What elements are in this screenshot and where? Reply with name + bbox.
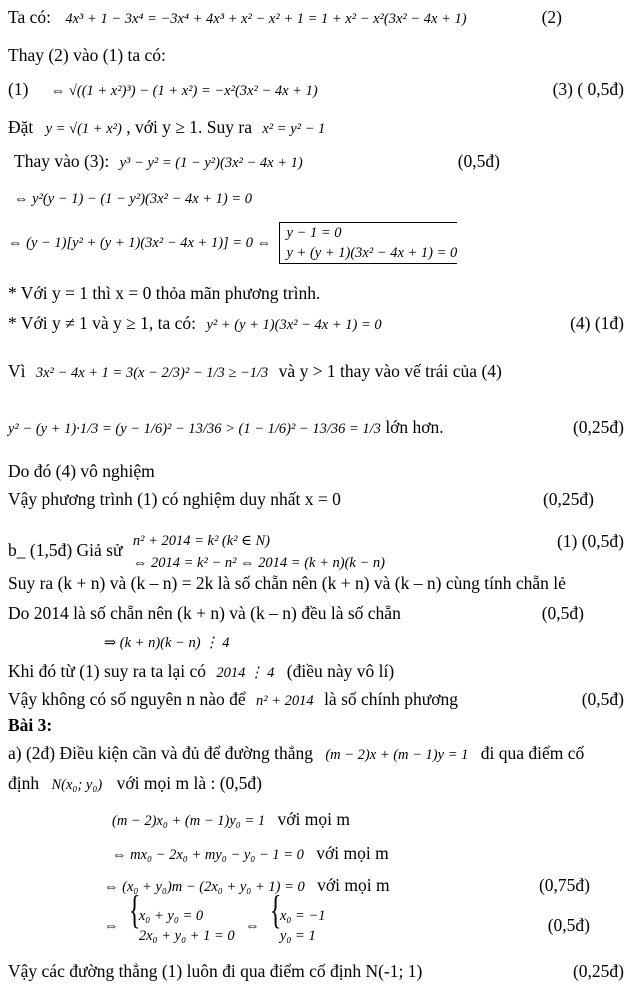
system-row: y − 1 = 0 bbox=[286, 225, 342, 241]
line-case-y-ne-1 bbox=[8, 312, 382, 336]
equation: ⇔ mx₀ − 2x₀ + my₀ − y₀ − 1 = 0 bbox=[112, 847, 304, 863]
score: (1) (0,5đ) bbox=[556, 531, 624, 551]
system-row: { x₀ + y₀ = 0 bbox=[138, 908, 204, 924]
score: (0,5đ) bbox=[457, 151, 500, 171]
equation: ⇔ bbox=[245, 918, 260, 935]
line-condition-2 bbox=[112, 842, 389, 866]
text: Vậy phương trình (1) có nghiệm duy nhất x = 0 bbox=[8, 489, 341, 509]
score: (0,5đ) bbox=[547, 915, 590, 935]
equation: 3x² − 4x + 1 = 3(x − 2/3)² − 1/3 ≥ −1/3 bbox=[35, 365, 269, 381]
line-condition-3 bbox=[104, 874, 390, 898]
equation: ⇔ √((1 + x²)³) − (1 + x²) = −x²(3x² − 4x + 1) bbox=[50, 83, 318, 99]
line-dinh-N bbox=[8, 772, 262, 796]
line-vi bbox=[8, 360, 502, 384]
text: đi qua điểm cố bbox=[480, 743, 585, 763]
score: (0,75đ) bbox=[538, 875, 590, 895]
line-part-b bbox=[8, 530, 385, 574]
score: (0,25đ) bbox=[572, 417, 624, 437]
equation: y³ − y² = (1 − y²)(3x² − 4x + 1) bbox=[119, 155, 303, 171]
text: * Với y ≠ 1 và y ≥ 1, ta có: bbox=[8, 313, 197, 333]
equation: y² − (y + 1)·1/3 = (y − 1/6)² − 13/36 > (1 − 1/6)² − 13/36 = 1/3 bbox=[8, 421, 381, 437]
score: (0,25đ) bbox=[542, 489, 594, 509]
text: Đặt bbox=[8, 117, 34, 137]
text: * Với y = 1 thì x = 0 thỏa mãn phương trình. bbox=[8, 283, 321, 303]
line-inequality bbox=[8, 416, 444, 440]
line-system bbox=[104, 906, 325, 946]
equation: x² = y² − 1 bbox=[262, 121, 326, 137]
text: , với y ≥ 1. Suy ra bbox=[126, 117, 252, 137]
section-heading-bai-3 bbox=[8, 714, 52, 736]
equation: N(x₀; y₀) bbox=[51, 777, 103, 793]
equation-system bbox=[279, 222, 457, 264]
text: b_ (1,5đ) Giả sử bbox=[8, 540, 123, 561]
line-2014-chan bbox=[8, 602, 401, 624]
text: Thay vào (3): bbox=[14, 151, 110, 171]
system-row: 2x₀ + y₀ + 1 = 0 bbox=[138, 928, 235, 944]
text: (1) bbox=[8, 79, 29, 99]
equation-system bbox=[268, 906, 326, 946]
score: (0,5đ) bbox=[581, 689, 624, 709]
text: với mọi m bbox=[277, 809, 350, 829]
system-row: y₀ = 1 bbox=[279, 928, 316, 944]
score: (0,5đ) bbox=[541, 603, 584, 623]
text: (điều này vô lí) bbox=[286, 661, 395, 681]
text: a) (2đ) Điều kiện cần và đủ để đường thẳng bbox=[8, 743, 313, 763]
line-equation-3 bbox=[8, 78, 318, 102]
line-thay-2 bbox=[8, 44, 166, 66]
line-case-y-1 bbox=[8, 282, 320, 304]
line-implies-divisible bbox=[104, 630, 230, 654]
heading: Bài 3: bbox=[8, 715, 53, 735]
equation: ⇔ 2014 = k² − n² ⇔ 2014 = (k + n)(k − n) bbox=[132, 555, 385, 571]
system-row: y + (y + 1)(3x² − 4x + 1) = 0 bbox=[286, 245, 458, 261]
line-khong-co-so bbox=[8, 688, 458, 712]
equation: y = √(1 + x²) bbox=[45, 121, 122, 137]
text: Suy ra (k + n) và (k – n) = 2k là số chẵn nên (k + n) và (k – n) cùng tính chẵn lẻ bbox=[8, 573, 566, 593]
line-khi-do bbox=[8, 660, 394, 684]
equation: ⇔ (y − 1)[y² + (y + 1)(3x² − 4x + 1)] = 0 ⇔ bbox=[8, 235, 272, 252]
text: Do đó (4) vô nghiệm bbox=[8, 461, 155, 481]
line-equivalent-1 bbox=[14, 186, 252, 210]
line-ta-co bbox=[8, 6, 467, 30]
line-vo-nghiem bbox=[8, 460, 155, 482]
line-dat-y bbox=[8, 116, 325, 140]
equation-number: (2) bbox=[541, 7, 562, 27]
text: Vì bbox=[8, 361, 26, 381]
text: với mọi m là : (0,5đ) bbox=[116, 773, 262, 793]
line-part-a bbox=[8, 742, 584, 766]
text: định bbox=[8, 773, 40, 793]
text: Do 2014 là số chẵn nên (k + n) và (k – n) đều là số chẵn bbox=[8, 603, 401, 623]
text: là số chính phương bbox=[324, 689, 458, 709]
equation: y² + (y + 1)(3x² − 4x + 1) = 0 bbox=[206, 317, 382, 333]
equation: n² + 2014 = k² (k² ∈ N) bbox=[132, 533, 271, 549]
equation: 2014 ⋮ 4 bbox=[216, 665, 275, 681]
equation: ⇒ (k + n)(k − n) ⋮ 4 bbox=[104, 635, 230, 651]
text: với mọi m bbox=[316, 843, 389, 863]
text: Vậy không có số nguyên n nào để bbox=[8, 689, 246, 709]
text: với mọi m bbox=[317, 875, 390, 895]
system-row: { x₀ = −1 bbox=[279, 908, 326, 924]
line-suy-ra bbox=[8, 572, 566, 594]
equation: (m − 2)x₀ + (m − 1)y₀ = 1 bbox=[112, 813, 266, 829]
text: và y > 1 thay vào vế trái của (4) bbox=[278, 361, 502, 381]
equation: ⇔ y²(y − 1) − (1 − y²)(3x² − 4x + 1) = 0 bbox=[14, 191, 253, 207]
equation: (m − 2)x + (m − 1)y = 1 bbox=[325, 747, 469, 763]
equation-system bbox=[127, 906, 235, 946]
line-nghiem-duy-nhat bbox=[8, 488, 341, 510]
text: Thay (2) vào (1) ta có: bbox=[8, 45, 166, 65]
score: (3) ( 0,5đ) bbox=[552, 79, 624, 99]
text: Ta có: bbox=[8, 7, 51, 27]
equation: ⇔ bbox=[104, 918, 119, 935]
text: Vậy các đường thẳng (1) luôn đi qua điểm cố định N(-1; 1) bbox=[8, 961, 423, 981]
line-condition-1 bbox=[112, 808, 350, 832]
equation: ⇔ (x₀ + y₀)m − (2x₀ + y₀ + 1) = 0 bbox=[104, 879, 305, 895]
text: Khi đó từ (1) suy ra ta lại có bbox=[8, 661, 207, 681]
line-equivalent-2 bbox=[8, 222, 457, 264]
score: (0,25đ) bbox=[572, 961, 624, 981]
score: (4) (1đ) bbox=[570, 313, 624, 333]
line-conclusion bbox=[8, 960, 422, 982]
text: lớn hơn. bbox=[385, 417, 444, 437]
equation: n² + 2014 bbox=[256, 693, 314, 709]
line-thay-vao-3 bbox=[14, 150, 303, 174]
equation: 4x³ + 1 − 3x⁴ = −3x⁴ + 4x³ + x² − x² + 1 = 1 + x² − x²(3x² − 4x + 1) bbox=[65, 11, 467, 27]
